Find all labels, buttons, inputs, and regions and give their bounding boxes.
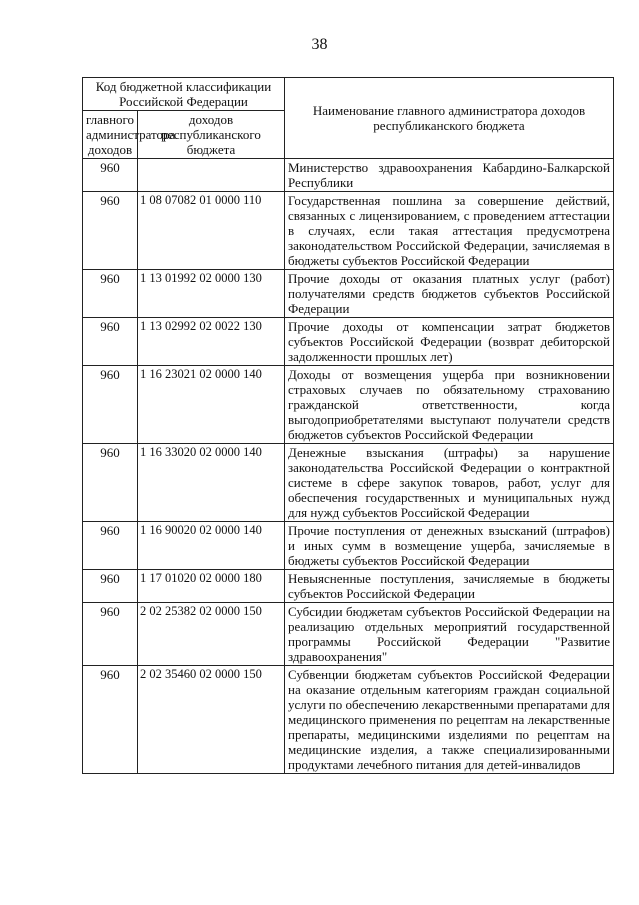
income-code-cell: 2 02 35460 02 0000 150 — [138, 666, 285, 774]
income-code-cell — [138, 159, 285, 192]
administrator-name-cell: Денежные взыскания (штрафы) за нарушение законодательства Российской Федерации о контрактной системе в сфере закупок товаров, работ, услуг для обеспечения государственных и муниципальных нужд для нужд субъектов Российской Федерации — [285, 444, 614, 522]
admin-code-cell: 960 — [83, 159, 138, 192]
table-row — [83, 522, 614, 570]
admin-code-cell: 960 — [83, 366, 138, 444]
admin-code-cell: 960 — [83, 270, 138, 318]
table-row — [83, 603, 614, 666]
table-row — [83, 666, 614, 774]
page-number: 38 — [311, 36, 328, 53]
admin-code-cell: 960 — [83, 522, 138, 570]
admin-code-cell: 960 — [83, 666, 138, 774]
income-code-cell: 1 16 33020 02 0000 140 — [138, 444, 285, 522]
admin-code-cell: 960 — [83, 603, 138, 666]
income-code-cell: 1 13 01992 02 0000 130 — [138, 270, 285, 318]
income-code-cell: 1 08 07082 01 0000 110 — [138, 192, 285, 270]
header-row-top — [83, 78, 614, 111]
table-row — [83, 444, 614, 522]
income-code-cell: 1 16 23021 02 0000 140 — [138, 366, 285, 444]
header-code-group: Код бюджетной классификации Российской Федерации — [83, 78, 285, 111]
income-code-cell: 1 16 90020 02 0000 140 — [138, 522, 285, 570]
income-code-cell: 2 02 25382 02 0000 150 — [138, 603, 285, 666]
budget-classification-table — [82, 77, 614, 774]
table-row — [83, 192, 614, 270]
table-row — [83, 270, 614, 318]
header-name: Наименование главного администратора доходов республиканского бюджета — [285, 78, 614, 159]
table-row — [83, 318, 614, 366]
income-code-cell: 1 13 02992 02 0022 130 — [138, 318, 285, 366]
header-income: доходов республиканского бюджета — [138, 111, 285, 159]
income-code-cell: 1 17 01020 02 0000 180 — [138, 570, 285, 603]
administrator-name-cell: Прочие доходы от компенсации затрат бюджетов субъектов Российской Федерации (возврат дебиторской задолженности прошлых лет) — [285, 318, 614, 366]
table-row — [83, 570, 614, 603]
administrator-name-cell: Субсидии бюджетам субъектов Российской Федерации на реализацию отдельных мероприятий государственной программы Российской Федерации "Развитие здравоохранения" — [285, 603, 614, 666]
header-admin: главного администратора доходов — [83, 111, 138, 159]
administrator-name-cell: Прочие поступления от денежных взысканий (штрафов) и иных сумм в возмещение ущерба, зачисляемые в бюджеты субъектов Российской Федерации — [285, 522, 614, 570]
administrator-name-cell: Прочие доходы от оказания платных услуг (работ) получателями средств бюджетов субъектов Российской Федерации — [285, 270, 614, 318]
admin-code-cell: 960 — [83, 444, 138, 522]
admin-code-cell: 960 — [83, 192, 138, 270]
administrator-name-cell: Государственная пошлина за совершение действий, связанных с лицензированием, с проведением аттестации в случаях, если такая аттестация предусмотрена законодательством Российской Федерации, зачисляемая в бюджеты субъектов Российской Федерации — [285, 192, 614, 270]
table-row — [83, 366, 614, 444]
table-row — [83, 159, 614, 192]
admin-code-cell: 960 — [83, 318, 138, 366]
administrator-name-cell: Невыясненные поступления, зачисляемые в бюджеты субъектов Российской Федерации — [285, 570, 614, 603]
administrator-name-cell: Субвенции бюджетам субъектов Российской Федерации на оказание отдельным категориям граждан социальной услуги по обеспечению лекарственными препаратами для медицинского применения по рецептам на лекарственные препараты, медицинскими изделиями по рецептам на медицинские изделия, а также специализированными продуктами лечебного питания для детей-инвалидов — [285, 666, 614, 774]
administrator-name-cell: Министерство здравоохранения Кабардино-Балкарской Республики — [285, 159, 614, 192]
admin-code-cell: 960 — [83, 570, 138, 603]
table-body — [83, 159, 614, 774]
administrator-name-cell: Доходы от возмещения ущерба при возникновении страховых случаев по обязательному страхованию гражданской ответственности, когда выгодоприобретателями выступают получатели средств бюджетов субъектов Российской Федерации — [285, 366, 614, 444]
